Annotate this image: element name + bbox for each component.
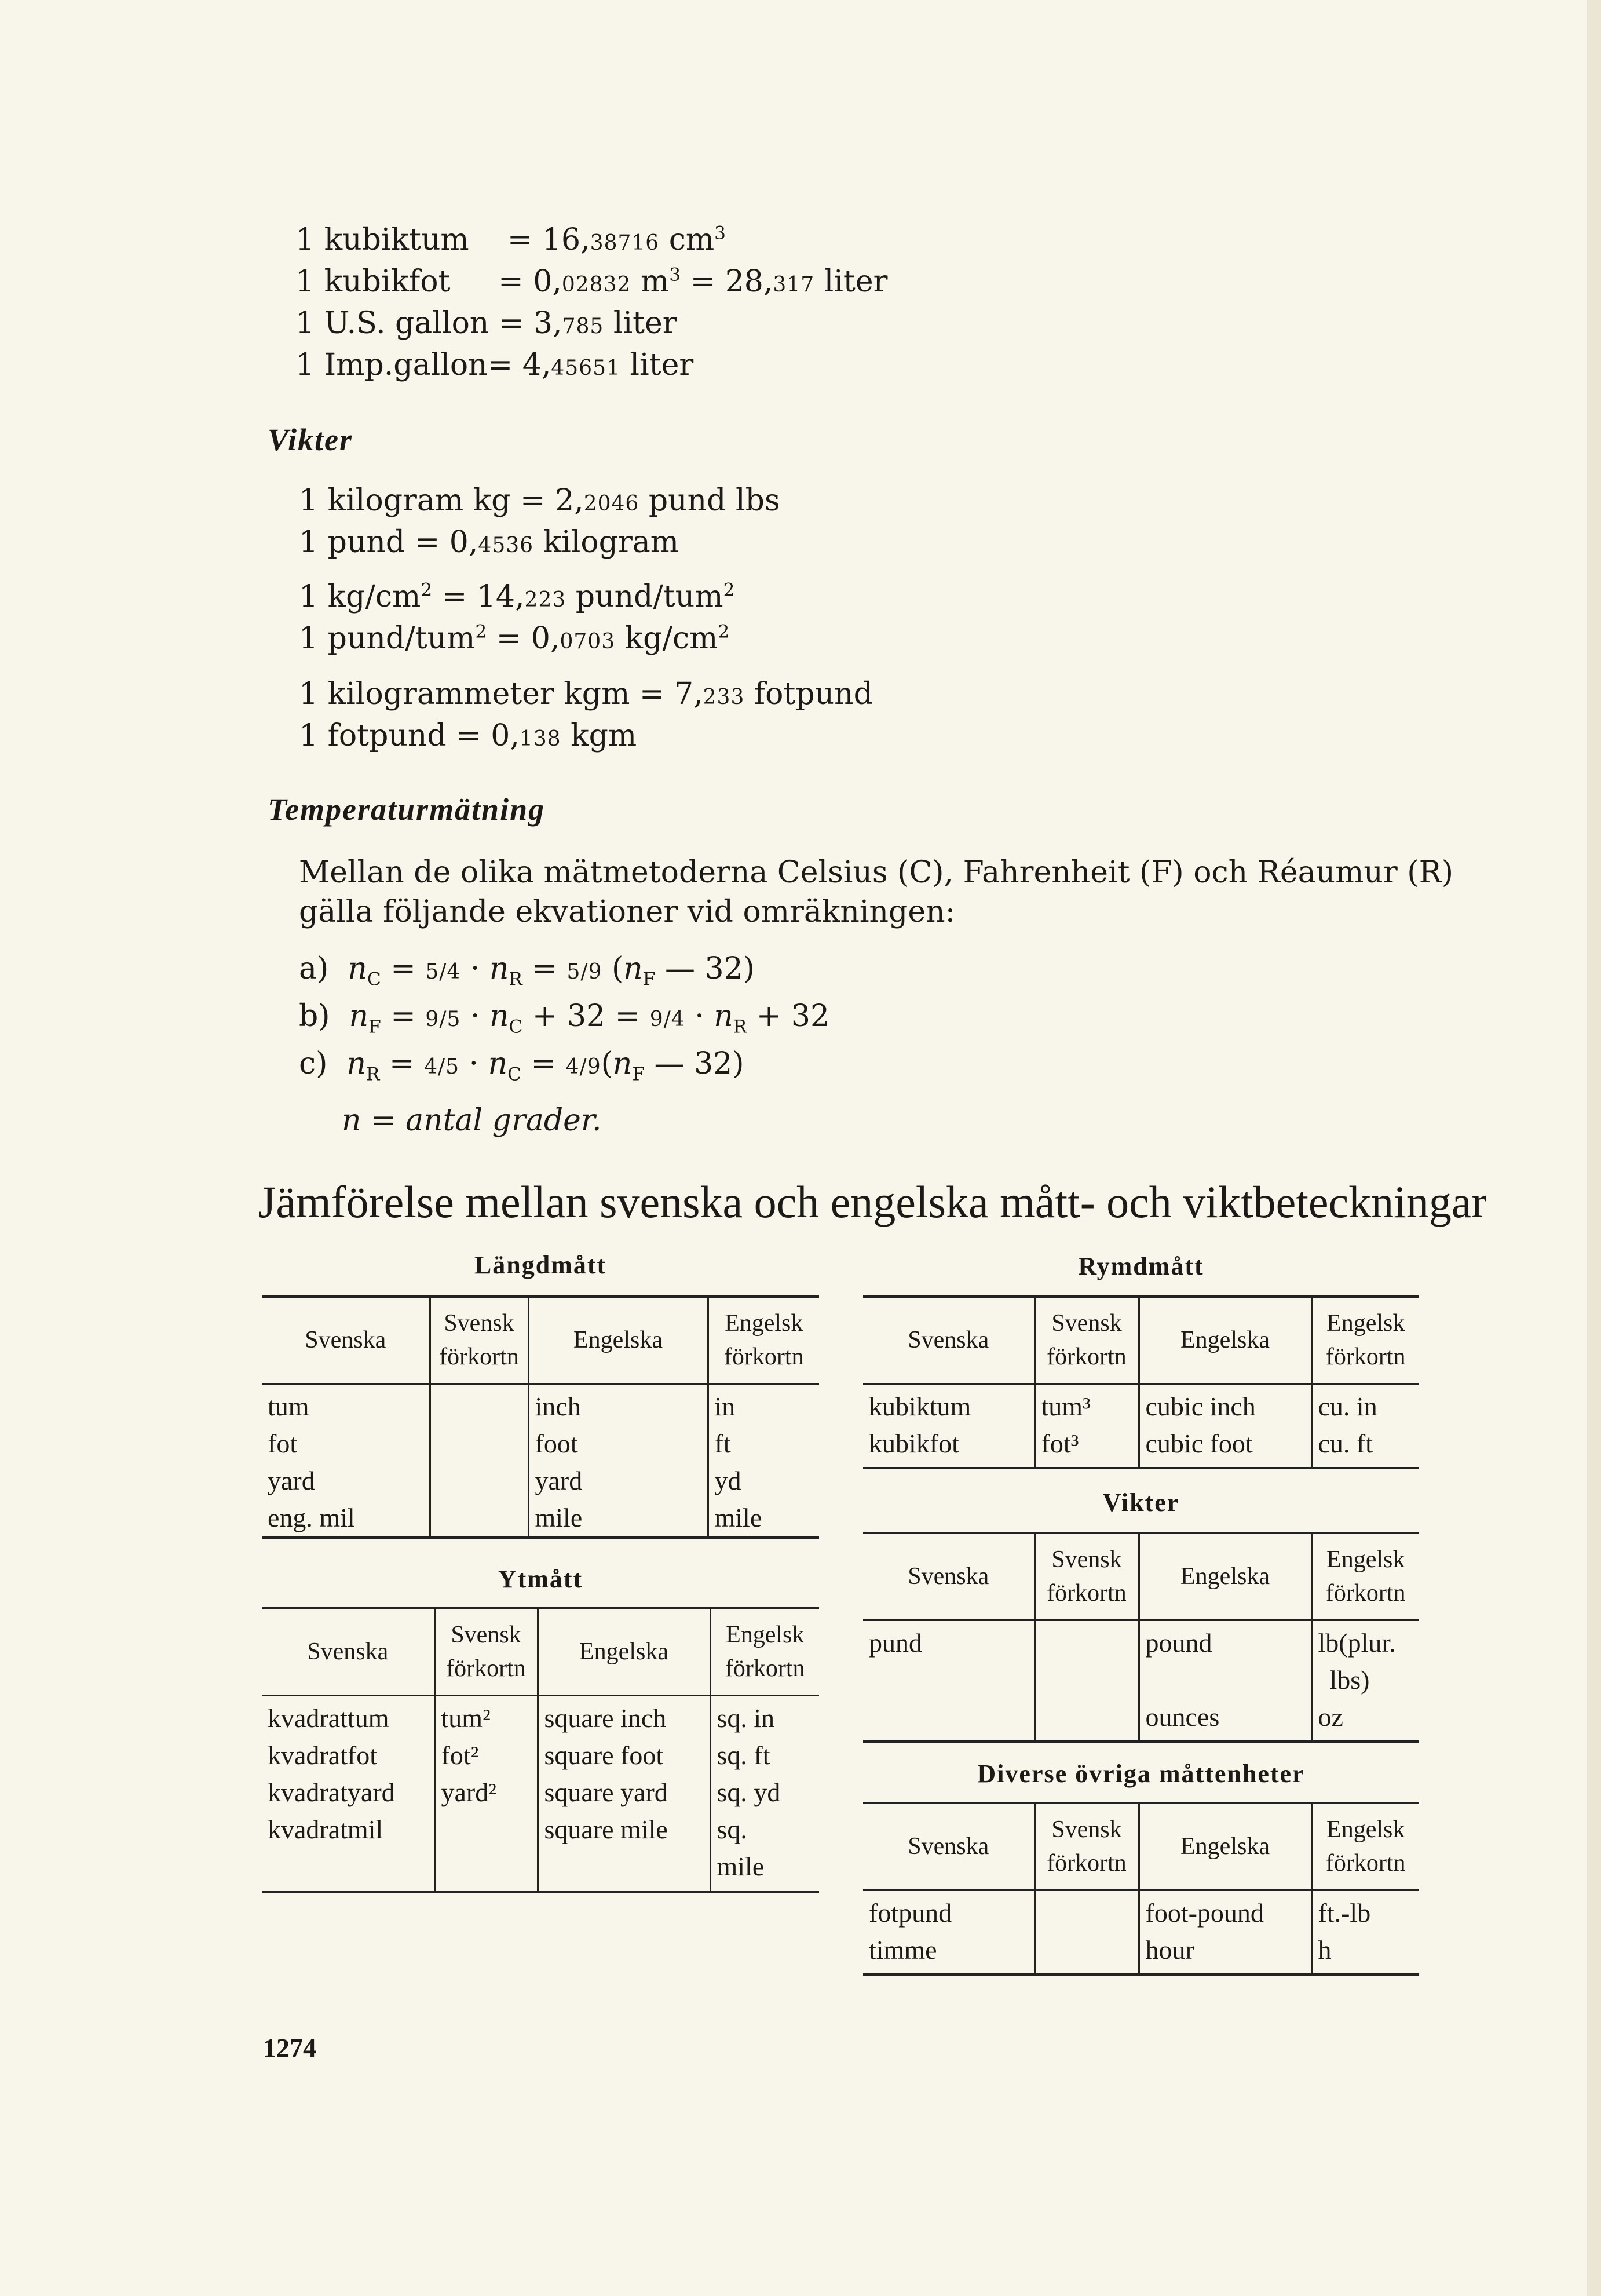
table-row: lbs)	[863, 1662, 1419, 1699]
table-row: pund pound lb(plur.	[863, 1620, 1419, 1662]
volume-line-usgallon: 1 U.S. gallon = 3,785 liter	[295, 306, 677, 341]
col-header-svenska: Svenska	[908, 1833, 989, 1860]
col-header-engelska: Engelska	[528, 1297, 708, 1384]
table-row: kubiktum tum³ cubic inch cu. in	[863, 1384, 1419, 1425]
col-header-engelsk-forkortn: Engelsk förkortn	[708, 1297, 819, 1384]
rymdmatt-table	[863, 1295, 1419, 1469]
diverse-table	[863, 1802, 1419, 1976]
table-row: timme hour h	[863, 1932, 1419, 1974]
table-row: mile	[262, 1848, 819, 1892]
vikter-line-1: 1 kilogram kg = 2,2046 pund lbs	[299, 483, 780, 518]
langdmatt-table	[262, 1295, 819, 1539]
col-header-svensk-forkortn: Svensk förkortn	[434, 1608, 538, 1695]
col-header-engelska: Engelska	[1139, 1533, 1311, 1620]
col-header-svensk-forkortn: Svensk förkortn	[1035, 1533, 1139, 1620]
table-header-row	[863, 1297, 1419, 1384]
col-header-engelsk-forkortn: Engelsk förkortn	[1311, 1297, 1419, 1384]
col-header-engelska: Engelska	[1139, 1803, 1311, 1890]
col-header-engelsk-forkortn: Engelsk förkortn	[1311, 1803, 1419, 1890]
temperatur-heading: Temperaturmätning	[268, 792, 546, 827]
col-header-svenska: Svenska	[908, 1563, 989, 1590]
temperatur-para-line-2: gälla följande ekvationer vid omräkningen:	[299, 895, 956, 929]
langdmatt-caption: Längdmått	[474, 1251, 607, 1279]
table-row: kvadratyard yard² square yard sq. yd	[262, 1774, 819, 1811]
page-edge	[1587, 0, 1601, 2296]
vikter-line-2: 1 pund = 0,4536 kilogram	[299, 525, 679, 560]
vikter-table	[863, 1532, 1419, 1743]
volume-line-kubikfot: 1 kubikfot = 0,02832 $m^3 = 28,317$ liter	[295, 264, 888, 299]
col-header-engelsk-forkortn: Engelsk förkortn	[1311, 1533, 1419, 1620]
vikter-heading: Vikter	[268, 422, 353, 457]
volume-line-kubiktum: 1 kubiktum = 16,38716 $cm^3$	[295, 222, 726, 257]
section-title: Jämförelse mellan svenska och engelska mått- och viktbeteckningar	[258, 1177, 1487, 1227]
col-header-svensk-forkortn: Svensk förkortn	[1035, 1803, 1139, 1890]
table-row: kvadrattum tum² square inch sq. in	[262, 1695, 819, 1737]
col-header-svensk-forkortn: Svensk förkortn	[1035, 1297, 1139, 1384]
table-row: tum inch in	[262, 1384, 819, 1425]
col-header-svenska: Svenska	[307, 1638, 389, 1666]
equation-note: n = antal grader.	[342, 1103, 602, 1138]
ytmatt-caption: Ytmått	[498, 1565, 583, 1593]
table-row: ounces oz	[863, 1699, 1419, 1742]
col-header-svensk-forkortn: Svensk förkortn	[430, 1297, 528, 1384]
ytmatt-table	[262, 1607, 819, 1893]
col-header-engelska: Engelska	[538, 1608, 710, 1695]
table-header-row	[863, 1803, 1419, 1890]
volume-line-impgallon: 1 Imp.gallon= 4,45651 liter	[295, 348, 694, 382]
table-row: kvadratmil square mile sq.	[262, 1811, 819, 1848]
diverse-caption: Diverse övriga måttenheter	[977, 1760, 1305, 1788]
equation-b: b) $n_F = 9/5 \cdot n_C + 32 = 9/4 \cdot n_R + 32$	[299, 999, 830, 1038]
table-header-row	[262, 1608, 819, 1695]
vikter-line-5: 1 kilogrammeter kgm = 7,233 fotpund	[299, 677, 873, 711]
table-row: kvadratfot fot² square foot sq. ft	[262, 1737, 819, 1774]
col-header-svenska: Svenska	[305, 1327, 386, 1354]
equation-a: a) $n_C = 5/4 \cdot n_R = 5/9$ ($n_F$ — 32)	[299, 951, 755, 990]
vikter-line-3: 1 $kg/cm^2 = 14,223$ pund/tum$^2$	[299, 579, 735, 614]
col-header-engelsk-forkortn: Engelsk förkortn	[710, 1608, 819, 1695]
vikter-line-6: 1 fotpund = 0,138 kgm	[299, 718, 637, 753]
table-header-row	[262, 1297, 819, 1384]
col-header-engelska: Engelska	[1139, 1297, 1311, 1384]
page-number: 1274	[263, 2033, 316, 2063]
table-row: yard yard yd	[262, 1462, 819, 1499]
table-row: kubikfot fot³ cubic foot cu. ft	[863, 1425, 1419, 1468]
vikter-line-4: 1 pund/tum$^2$ = 0,0703 $kg/cm^2$	[299, 621, 730, 656]
equation-c: c) $n_R = 4/5 \cdot n_C = 4/9(n_F$ — 32)	[299, 1046, 744, 1085]
table-row: fot foot ft	[262, 1425, 819, 1462]
temperatur-para-line-1: Mellan de olika mätmetoderna Celsius (C), Fahrenheit (F) och Réaumur (R)	[299, 855, 1454, 890]
col-header-svenska: Svenska	[908, 1327, 989, 1354]
table-row: eng. mil mile mile	[262, 1499, 819, 1538]
table-row: fotpund foot-pound ft.-lb	[863, 1890, 1419, 1932]
table-header-row	[863, 1533, 1419, 1620]
vikter-table-caption: Vikter	[1102, 1488, 1180, 1517]
rymdmatt-caption: Rymdmått	[1078, 1252, 1204, 1280]
